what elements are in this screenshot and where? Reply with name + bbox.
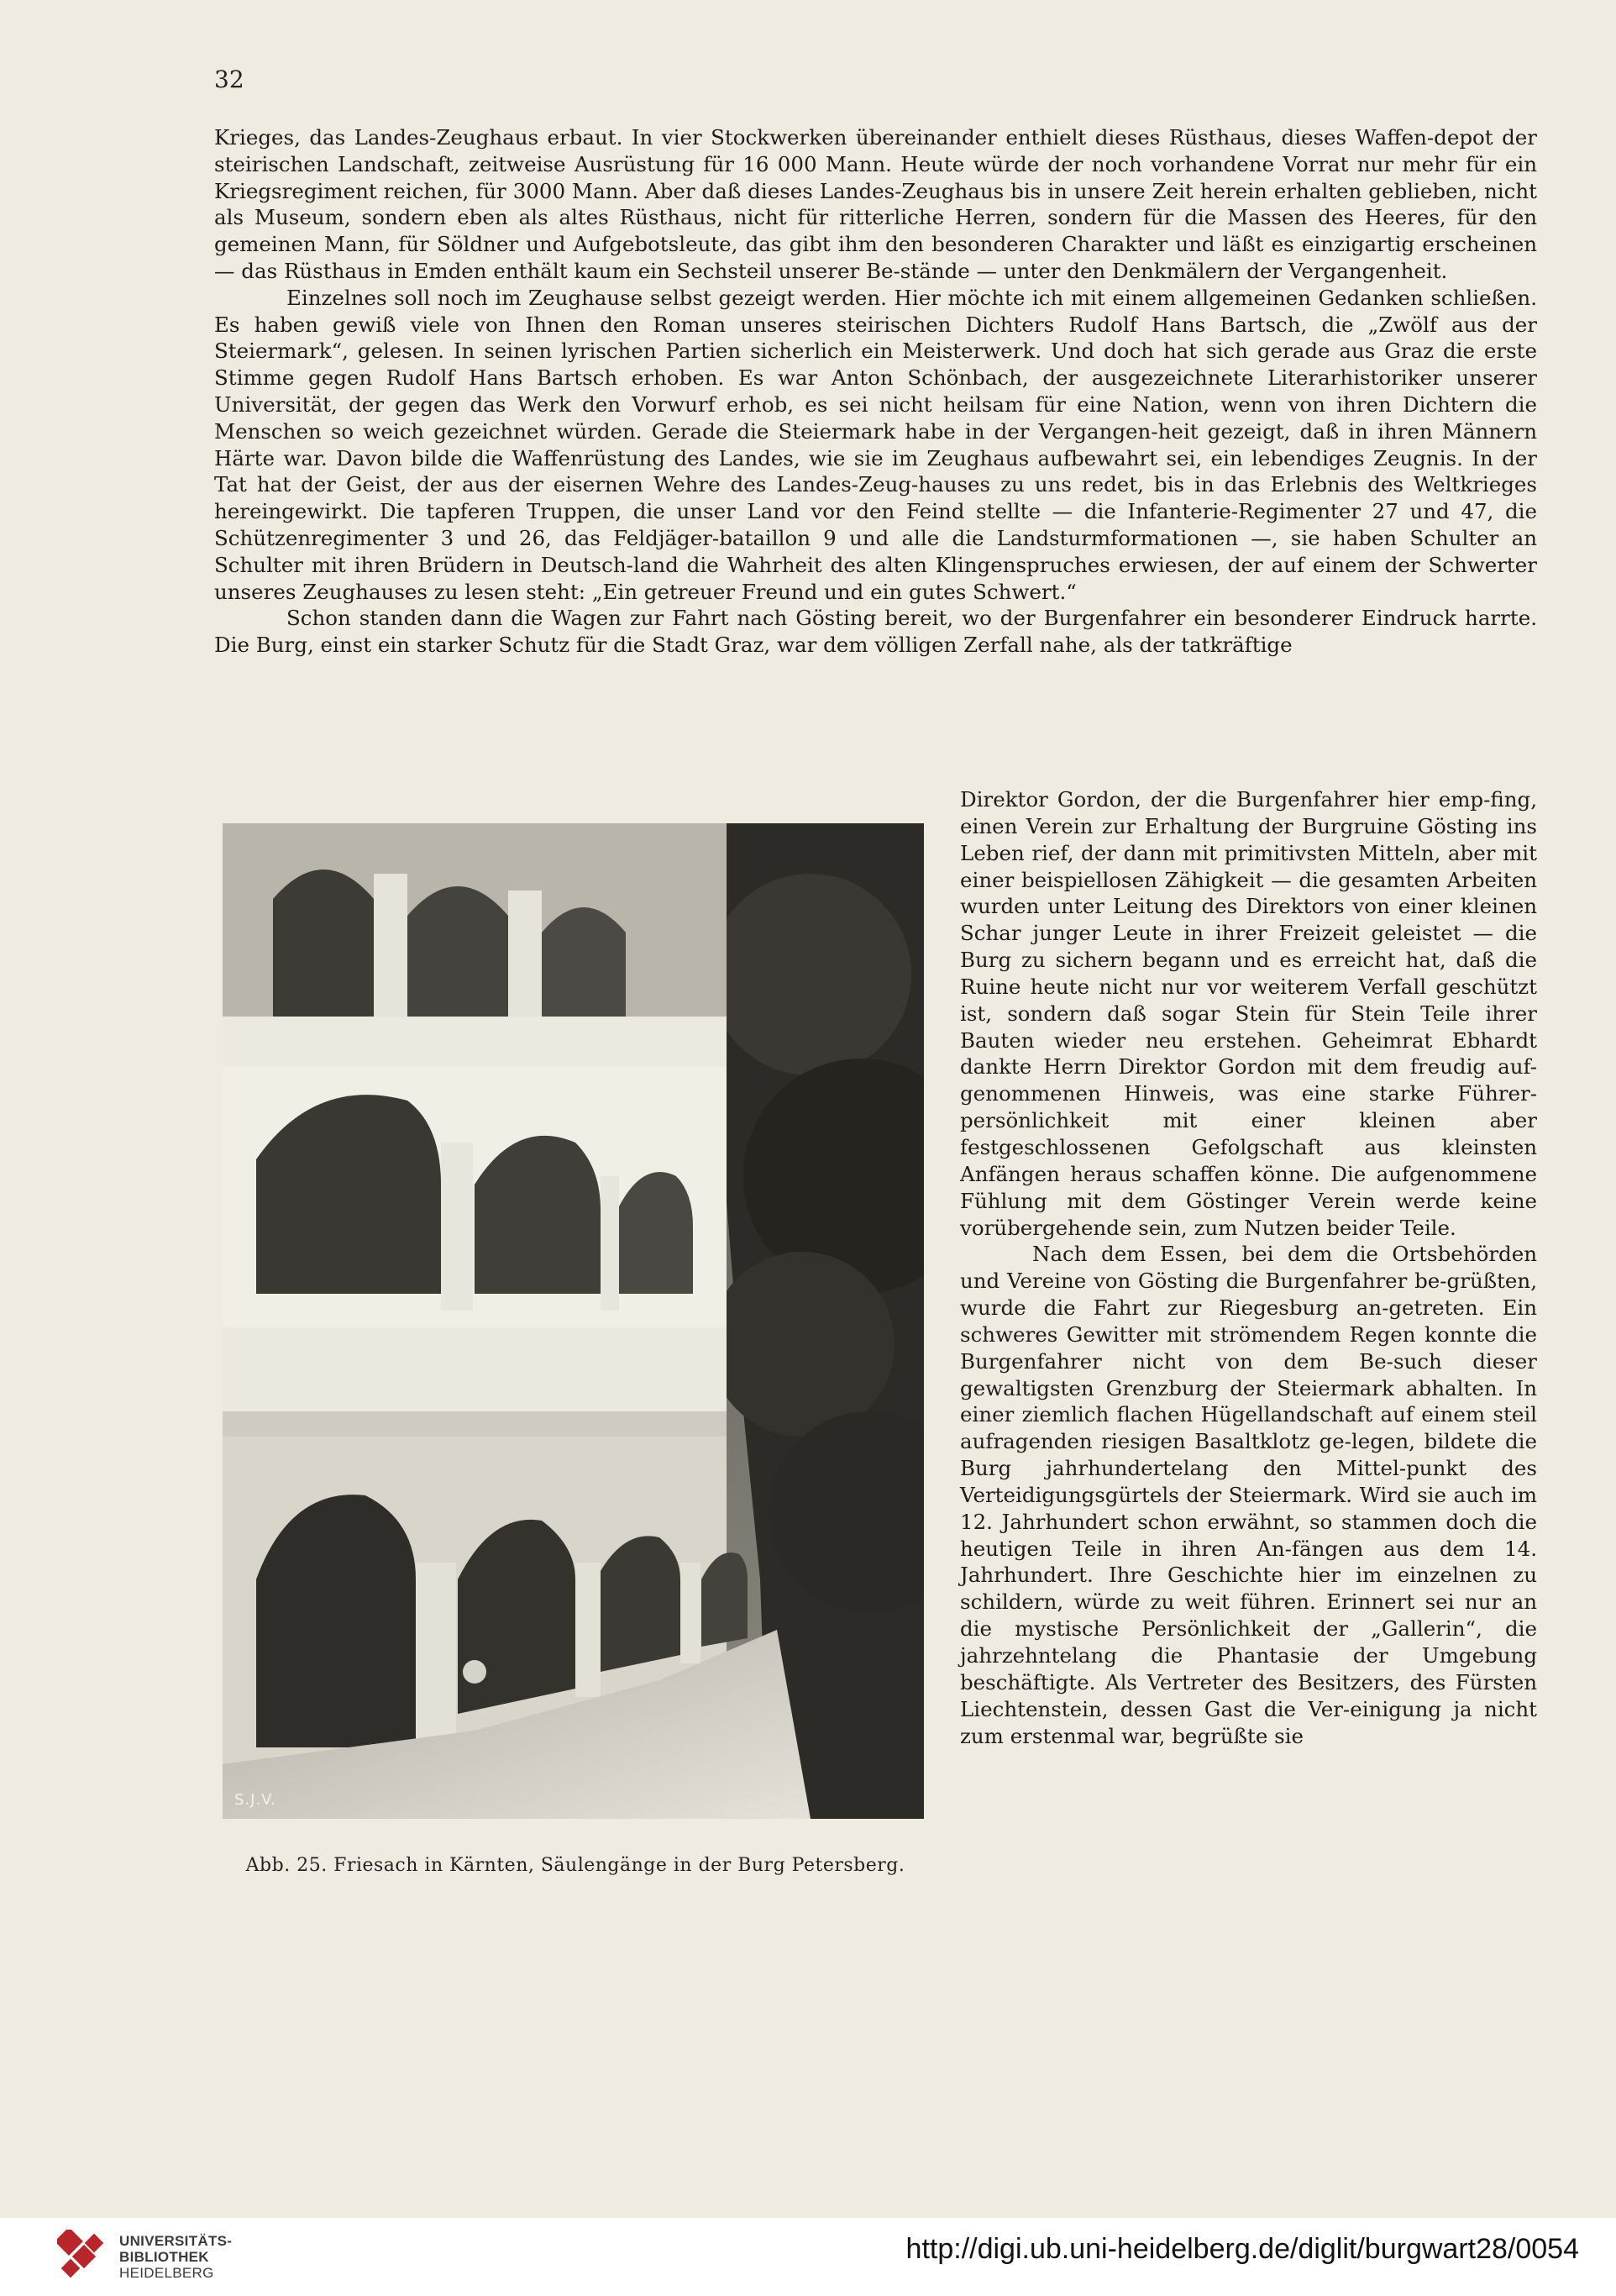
arcade-photo-illustration bbox=[223, 823, 924, 1819]
library-name-line: BIBLIOTHEK bbox=[119, 2249, 209, 2265]
library-name[interactable] bbox=[119, 2233, 232, 2281]
photograph-arcades bbox=[223, 823, 924, 1819]
page-number: 32 bbox=[214, 66, 244, 93]
photo-monogram: S.J.V. bbox=[234, 1791, 276, 1809]
body-text-right-column bbox=[960, 786, 1537, 1749]
paragraph: Direktor Gordon, der die Burgenfahrer hier emp-fing, einen Verein zur Erhaltung der Burgruine Gösting ins Leben rief, der dann mit primitivsten Mitteln, aber mit einer beispiellosen Zähigkeit — die gesamten Arbeiten wurden unter Leitung des Direktors von einer kleinen Schar junger Leute in ihrer Freizeit geleistet — die Burg zu sichern begann und es erreicht hat, daß die Ruine heute nicht nur vor weiterem Verfall geschützt ist, sondern daß sogar Stein für Stein Teile ihrer Bauten wieder neu erstehen. Geheimrat Ebhardt dankte Herrn Direktor Gordon mit dem freudig auf-genommenen Hinweis, was eine starke Führer-persönlichkeit mit einer kleinen aber festgeschlossenen Gefolgschaft aus kleinsten Anfängen heraus schaffen könne. Die aufgenommene Fühlung mit dem Göstinger Verein werde keine vorübergehende sein, zum Nutzen beider Teile. bbox=[960, 787, 1537, 1240]
paragraph: Schon standen dann die Wagen zur Fahrt nach Gösting bereit, wo der Burgenfahrer ein besonderer Eindruck harrte. Die Burg, einst ein starker Schutz für die Stadt Graz, war dem völligen Zerfall nahe, als der tatkräftige bbox=[214, 606, 1537, 658]
university-library-logo-icon[interactable] bbox=[57, 2230, 109, 2282]
viewer-footer bbox=[0, 2218, 1616, 2296]
figure-caption: Abb. 25. Friesach in Kärnten, Säulengänge in der Burg Petersberg. bbox=[245, 1855, 905, 1876]
library-name-line: HEIDELBERG bbox=[119, 2265, 214, 2281]
library-name-line: UNIVERSITÄTS- bbox=[119, 2233, 233, 2249]
paragraph: Nach dem Essen, bei dem die Ortsbehörden und Vereine von Gösting die Burgenfahrer be-grüßten, wurde die Fahrt zur Riegesburg an-getreten. Ein schweres Gewitter mit strömendem Regen konnte die Burgenfahrer nicht von dem Be-such dieser gewaltigsten Grenzburg der Steiermark abhalten. In einer ziemlich flachen Hügellandschaft auf einem steil aufragenden riesigen Basaltklotz ge-legen, bildete die Burg jahrhundertelang den Mittel-punkt des Verteidigungsgürtels der Steiermark. Wird sie auch im 12. Jahrhundert schon erwähnt, so stammen doch die heutigen Teile in ihren An-fängen aus dem 14. Jahrhundert. Ihre Geschichte hier im einzelnen zu schildern, würde zu weit führen. Erinnert sei nur an die mystische Persönlichkeit der „Gallerin“, die jahrzehntelang die Phantasie der Umgebung beschäftigte. Als Vertreter des Besitzers, des Fürsten Liechtenstein, dessen Gast die Ver-einigung ja nicht zum erstenmal war, begrüßte sie bbox=[960, 1242, 1537, 1748]
body-text-top bbox=[214, 124, 1537, 659]
permalink-url[interactable]: http://digi.ub.uni-heidelberg.de/diglit/burgwart28/0054 bbox=[905, 2233, 1579, 2265]
paragraph: Einzelnes soll noch im Zeughause selbst gezeigt werden. Hier möchte ich mit einem allgemeinen Gedanken schließen. Es haben gewiß viele von Ihnen den Roman unseres steirischen Dichters Rudolf Hans Bartsch, die „Zwölf aus der Steiermark“, gelesen. In seinen lyrischen Partien sicherlich ein Meisterwerk. Und doch hat sich gerade aus Graz die erste Stimme gegen Rudolf Hans Bartsch erhoben. Es war Anton Schönbach, der ausgezeichnete Literarhistoriker unserer Universität, der gegen das Werk den Vorwurf erhob, es sei nicht heilsam für eine Nation, wenn von ihren Dichtern die Menschen so weich gezeichnet würden. Gerade die Steiermark habe in der Vergangen-heit gezeigt, daß in ihren Männern Härte war. Davon bilde die Waffenrüstung des Landes, wie sie im Zeughaus aufbewahrt sei, ein lebendiges Zeugnis. In der Tat hat der Geist, der aus der eisernen Wehre des Landes-Zeug-hauses zu uns redet, bis in das Erlebnis des Weltkrieges hereingewirkt. Die tapferen Truppen, die unser Land vor den Feind stellte — die Infanterie-Regimenter 27 und 47, die Schützenregimenter 3 und 26, das Feldjäger-bataillon 9 und alle die Landsturmformationen —, sie haben Schulter an Schulter mit ihren Brüdern in Deutsch-land die Wahrheit des alten Klingenspruches erwiesen, der auf einem der Schwerter unseres Zeughauses zu lesen steht: „Ein getreuer Freund und ein gutes Schwert.“ bbox=[214, 285, 1537, 604]
paragraph: Krieges, das Landes-Zeughaus erbaut. In vier Stockwerken übereinander enthielt dieses Rüsthaus, dieses Waffen-depot der steirischen Landschaft, zeitweise Ausrüstung für 16 000 Mann. Heute würde der noch vorhandene Vorrat nur mehr für ein Kriegsregiment reichen, für 3000 Mann. Aber daß dieses Landes-Zeughaus bis in unsere Zeit herein erhalten geblieben, nicht als Museum, sondern eben als altes Rüsthaus, nicht für ritterliche Herren, sondern für die Massen des Heeres, für den gemeinen Mann, für Söldner und Aufgebotsleute, das gibt ihm den besonderen Charakter und läßt es einzigartig erscheinen — das Rüsthaus in Emden enthält kaum ein Sechsteil unserer Be-stände — unter den Denkmälern der Vergangenheit. bbox=[214, 125, 1537, 283]
